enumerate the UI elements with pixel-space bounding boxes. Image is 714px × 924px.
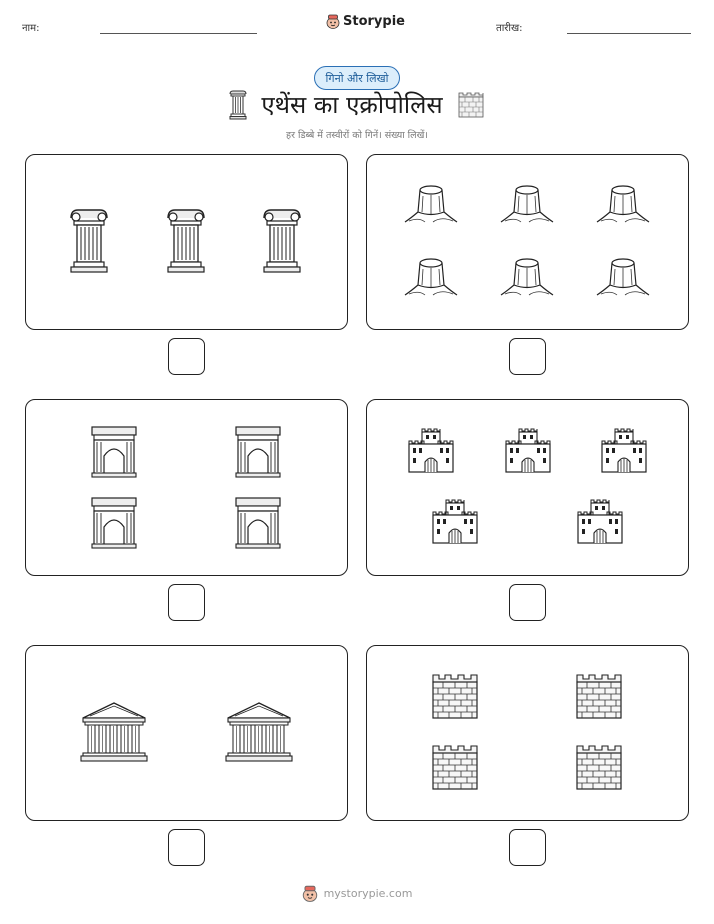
footer-url[interactable]: mystorypie.com (323, 886, 413, 900)
ionic-column-icon (262, 208, 302, 274)
name-label: नाम: (22, 23, 40, 34)
activity-badge: गिनो और लिखो (314, 66, 400, 90)
pie-mascot-icon (326, 13, 340, 29)
counting-panel-3 (25, 399, 348, 576)
date-label: तारीख: (496, 23, 523, 34)
brick-tower-icon (431, 745, 479, 791)
footer (0, 884, 714, 902)
counting-panel-6 (366, 645, 689, 821)
tree-stump-icon (499, 257, 555, 299)
tree-stump-icon (403, 257, 459, 299)
triumphal-arch-icon (91, 426, 137, 478)
tree-stump-icon (595, 184, 651, 226)
greek-temple-icon (80, 701, 148, 763)
brick-tower-icon (575, 745, 623, 791)
counting-panel-2 (366, 154, 689, 330)
ionic-column-icon (229, 90, 247, 120)
ionic-column-icon (166, 208, 206, 274)
counting-panel-5 (25, 645, 348, 821)
name-field[interactable] (100, 33, 257, 34)
page-title-row (0, 88, 714, 126)
triumphal-arch-icon (235, 497, 281, 549)
tree-stump-icon (595, 257, 651, 299)
answer-box-4[interactable] (509, 584, 546, 621)
castle-icon (577, 499, 623, 545)
answer-box-3[interactable] (168, 584, 205, 621)
answer-box-2[interactable] (509, 338, 546, 375)
brand-name: Storypie (343, 13, 405, 29)
castle-icon (505, 428, 551, 474)
brick-tower-icon (431, 674, 479, 720)
page-title: एथेंस का एक्रोपोलिस (261, 91, 443, 119)
brick-tower-icon (575, 674, 623, 720)
castle-icon (432, 499, 478, 545)
greek-temple-icon (225, 701, 293, 763)
tree-stump-icon (403, 184, 459, 226)
answer-box-6[interactable] (509, 829, 546, 866)
tree-stump-icon (499, 184, 555, 226)
triumphal-arch-icon (235, 426, 281, 478)
instructions: हर डिब्बे में तस्वीरों को गिनें। संख्या लिखें। (286, 130, 428, 141)
castle-icon (408, 428, 454, 474)
triumphal-arch-icon (91, 497, 137, 549)
answer-box-1[interactable] (168, 338, 205, 375)
ionic-column-icon (69, 208, 109, 274)
brand-logo (326, 13, 405, 29)
counting-panel-4 (366, 399, 689, 576)
pie-mascot-icon (302, 884, 318, 902)
answer-box-5[interactable] (168, 829, 205, 866)
date-field[interactable] (567, 33, 691, 34)
brick-tower-icon (457, 92, 485, 118)
castle-icon (601, 428, 647, 474)
